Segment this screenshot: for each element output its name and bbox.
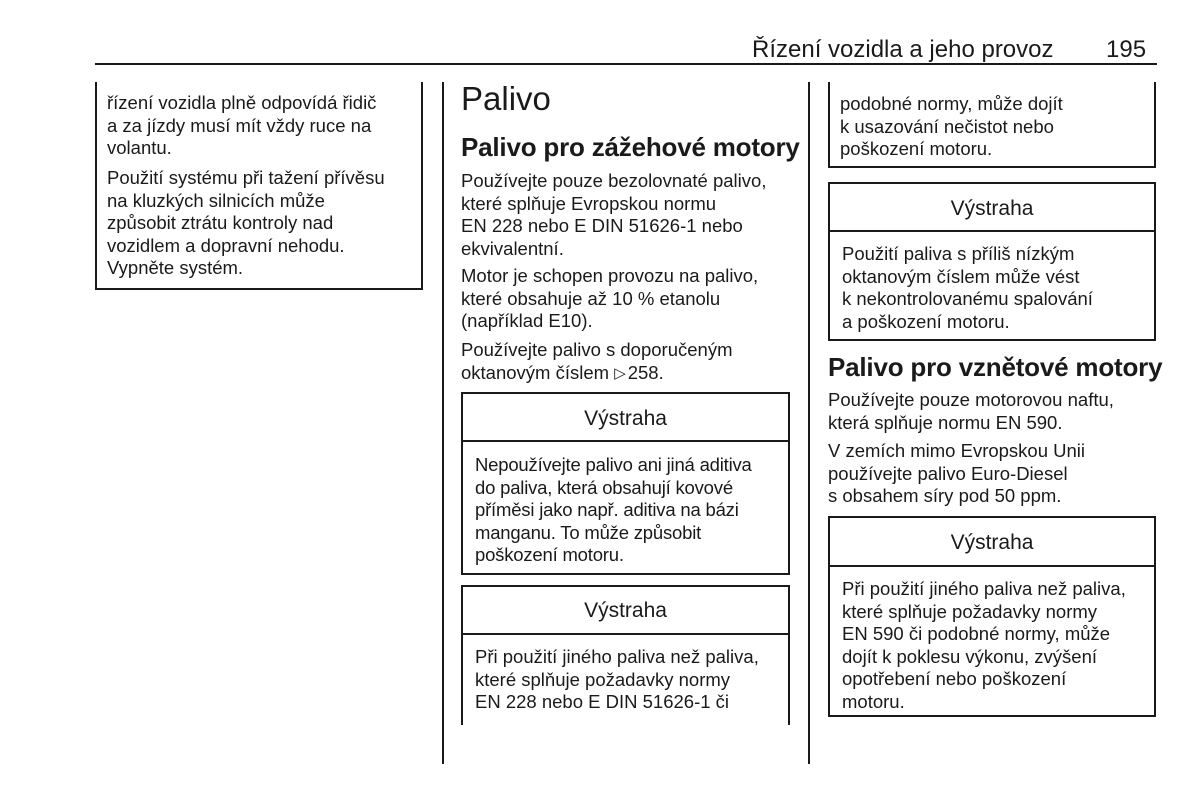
text-line: Nepoužívejte palivo ani jiná aditiva (475, 454, 752, 475)
text-line: vozidlem a dopravní nehodu. (107, 234, 345, 256)
text-line: které obsahuje až 10 % etanolu (461, 287, 721, 309)
text-line: Vypněte systém. (107, 257, 244, 278)
text-line: Použití paliva s příliš nízkým (842, 243, 1075, 264)
running-header-chapter: Řízení vozidla a jeho provoz (752, 36, 1054, 63)
text-line: řízení vozidla plně odpovídá řidič (107, 92, 377, 113)
text-line: opotřebení nebo poškození (842, 668, 1067, 689)
text-line: příměsi jako např. aditiva na bázi (475, 499, 739, 520)
text-line: do paliva, která obsahují kovové (475, 476, 733, 498)
text-line: Při použití jiného paliva než paliva, (842, 578, 1126, 599)
warning-box-other-fuel-diesel (828, 516, 1156, 717)
warning-box-low-octane (828, 182, 1156, 341)
paragraph-diesel-norm (828, 389, 1114, 434)
warning-box-metal-additives (461, 392, 790, 575)
text-line: Motor je schopen provozu na palivo, (461, 265, 759, 286)
text-line: ekvivalentní. (461, 237, 564, 259)
text-line: poškození motoru. (840, 138, 993, 159)
header-rule (95, 63, 1157, 65)
warning-box-other-fuel-petrol (461, 585, 790, 725)
text-line: Při použití jiného paliva než paliva, (475, 646, 759, 667)
text-line: které splňuje Evropskou normu (461, 192, 717, 214)
text-line: volantu. (107, 137, 172, 158)
text-line: EN 228 nebo E DIN 51626-1 nebo (461, 215, 743, 236)
text-line: která splňuje normu EN 590. (828, 411, 1063, 433)
text-line: oktanovým číslem může vést (842, 265, 1080, 287)
octane-text: oktanovým číslem (461, 361, 610, 383)
text-line: Používejte pouze motorovou naftu, (828, 389, 1114, 410)
text-line: k usazování nečistot nebo (840, 115, 1054, 137)
text-line: manganu. To může způsobit (475, 521, 702, 543)
warning-body (463, 442, 788, 567)
text-line: poškození motoru. (475, 544, 624, 565)
text-line: EN 228 nebo E DIN 51626-1 či (475, 691, 730, 712)
warning-body (830, 232, 1154, 333)
cross-reference-link[interactable] (614, 362, 664, 383)
text-line: s obsahem síry pod 50 ppm. (828, 485, 1062, 506)
warning-title: Výstraha (584, 407, 667, 430)
page-title: Palivo (461, 80, 551, 117)
text-line: a za jízdy musí mít vždy ruce na (107, 114, 372, 136)
paragraph-petrol-norm (461, 170, 766, 260)
text-line: motoru. (842, 690, 905, 712)
warning-title: Výstraha (950, 197, 1034, 220)
paragraph-outside-eu (828, 440, 1085, 508)
text-line: Používejte palivo s doporučeným (461, 339, 733, 360)
text-line: k nekontrolovanému spalování (842, 288, 1093, 309)
paragraph-octane (461, 339, 732, 385)
text-line: způsobit ztrátu kontroly nad (107, 212, 334, 233)
cross-reference-page: 258. (627, 361, 664, 383)
text-line: na kluzkých silnicích může (107, 189, 325, 211)
text-line: Používejte pouze bezolovnaté palivo, (461, 170, 767, 191)
text-line: které splňuje požadavky normy (842, 600, 1098, 622)
text-line: které splňuje požadavky normy (475, 668, 731, 690)
paragraph-ethanol (461, 265, 758, 333)
page-number: 195 (1106, 36, 1147, 63)
section-title-diesel: Palivo pro vznětové motory (828, 352, 1163, 382)
text-line: používejte palivo Euro-Diesel (828, 462, 1068, 484)
left-box-paragraph-1 (107, 92, 376, 160)
left-box-paragraph-2 (107, 167, 385, 280)
text-line: podobné normy, může dojít (840, 93, 1063, 114)
text-line: a poškození motoru. (842, 310, 1010, 332)
section-title-petrol: Palivo pro zážehové motory (461, 132, 800, 162)
text-line: EN 590 či podobné normy, může (842, 623, 1111, 644)
warning-body (463, 635, 788, 714)
column-divider-1 (442, 82, 444, 764)
column-divider-2 (808, 82, 810, 764)
cross-reference-arrow-icon: ▷ (614, 364, 626, 382)
text-line: V zemích mimo Evropskou Unii (828, 440, 1086, 461)
warning-title: Výstraha (584, 599, 667, 622)
text-line: (například E10). (461, 310, 593, 331)
right-box-continued-text (840, 93, 1063, 161)
text-line: Použití systému při tažení přívěsu (107, 167, 385, 188)
warning-body (830, 567, 1154, 713)
text-line (461, 362, 732, 386)
warning-title: Výstraha (950, 531, 1034, 554)
text-line: dojít k poklesu výkonu, zvýšení (842, 645, 1098, 667)
